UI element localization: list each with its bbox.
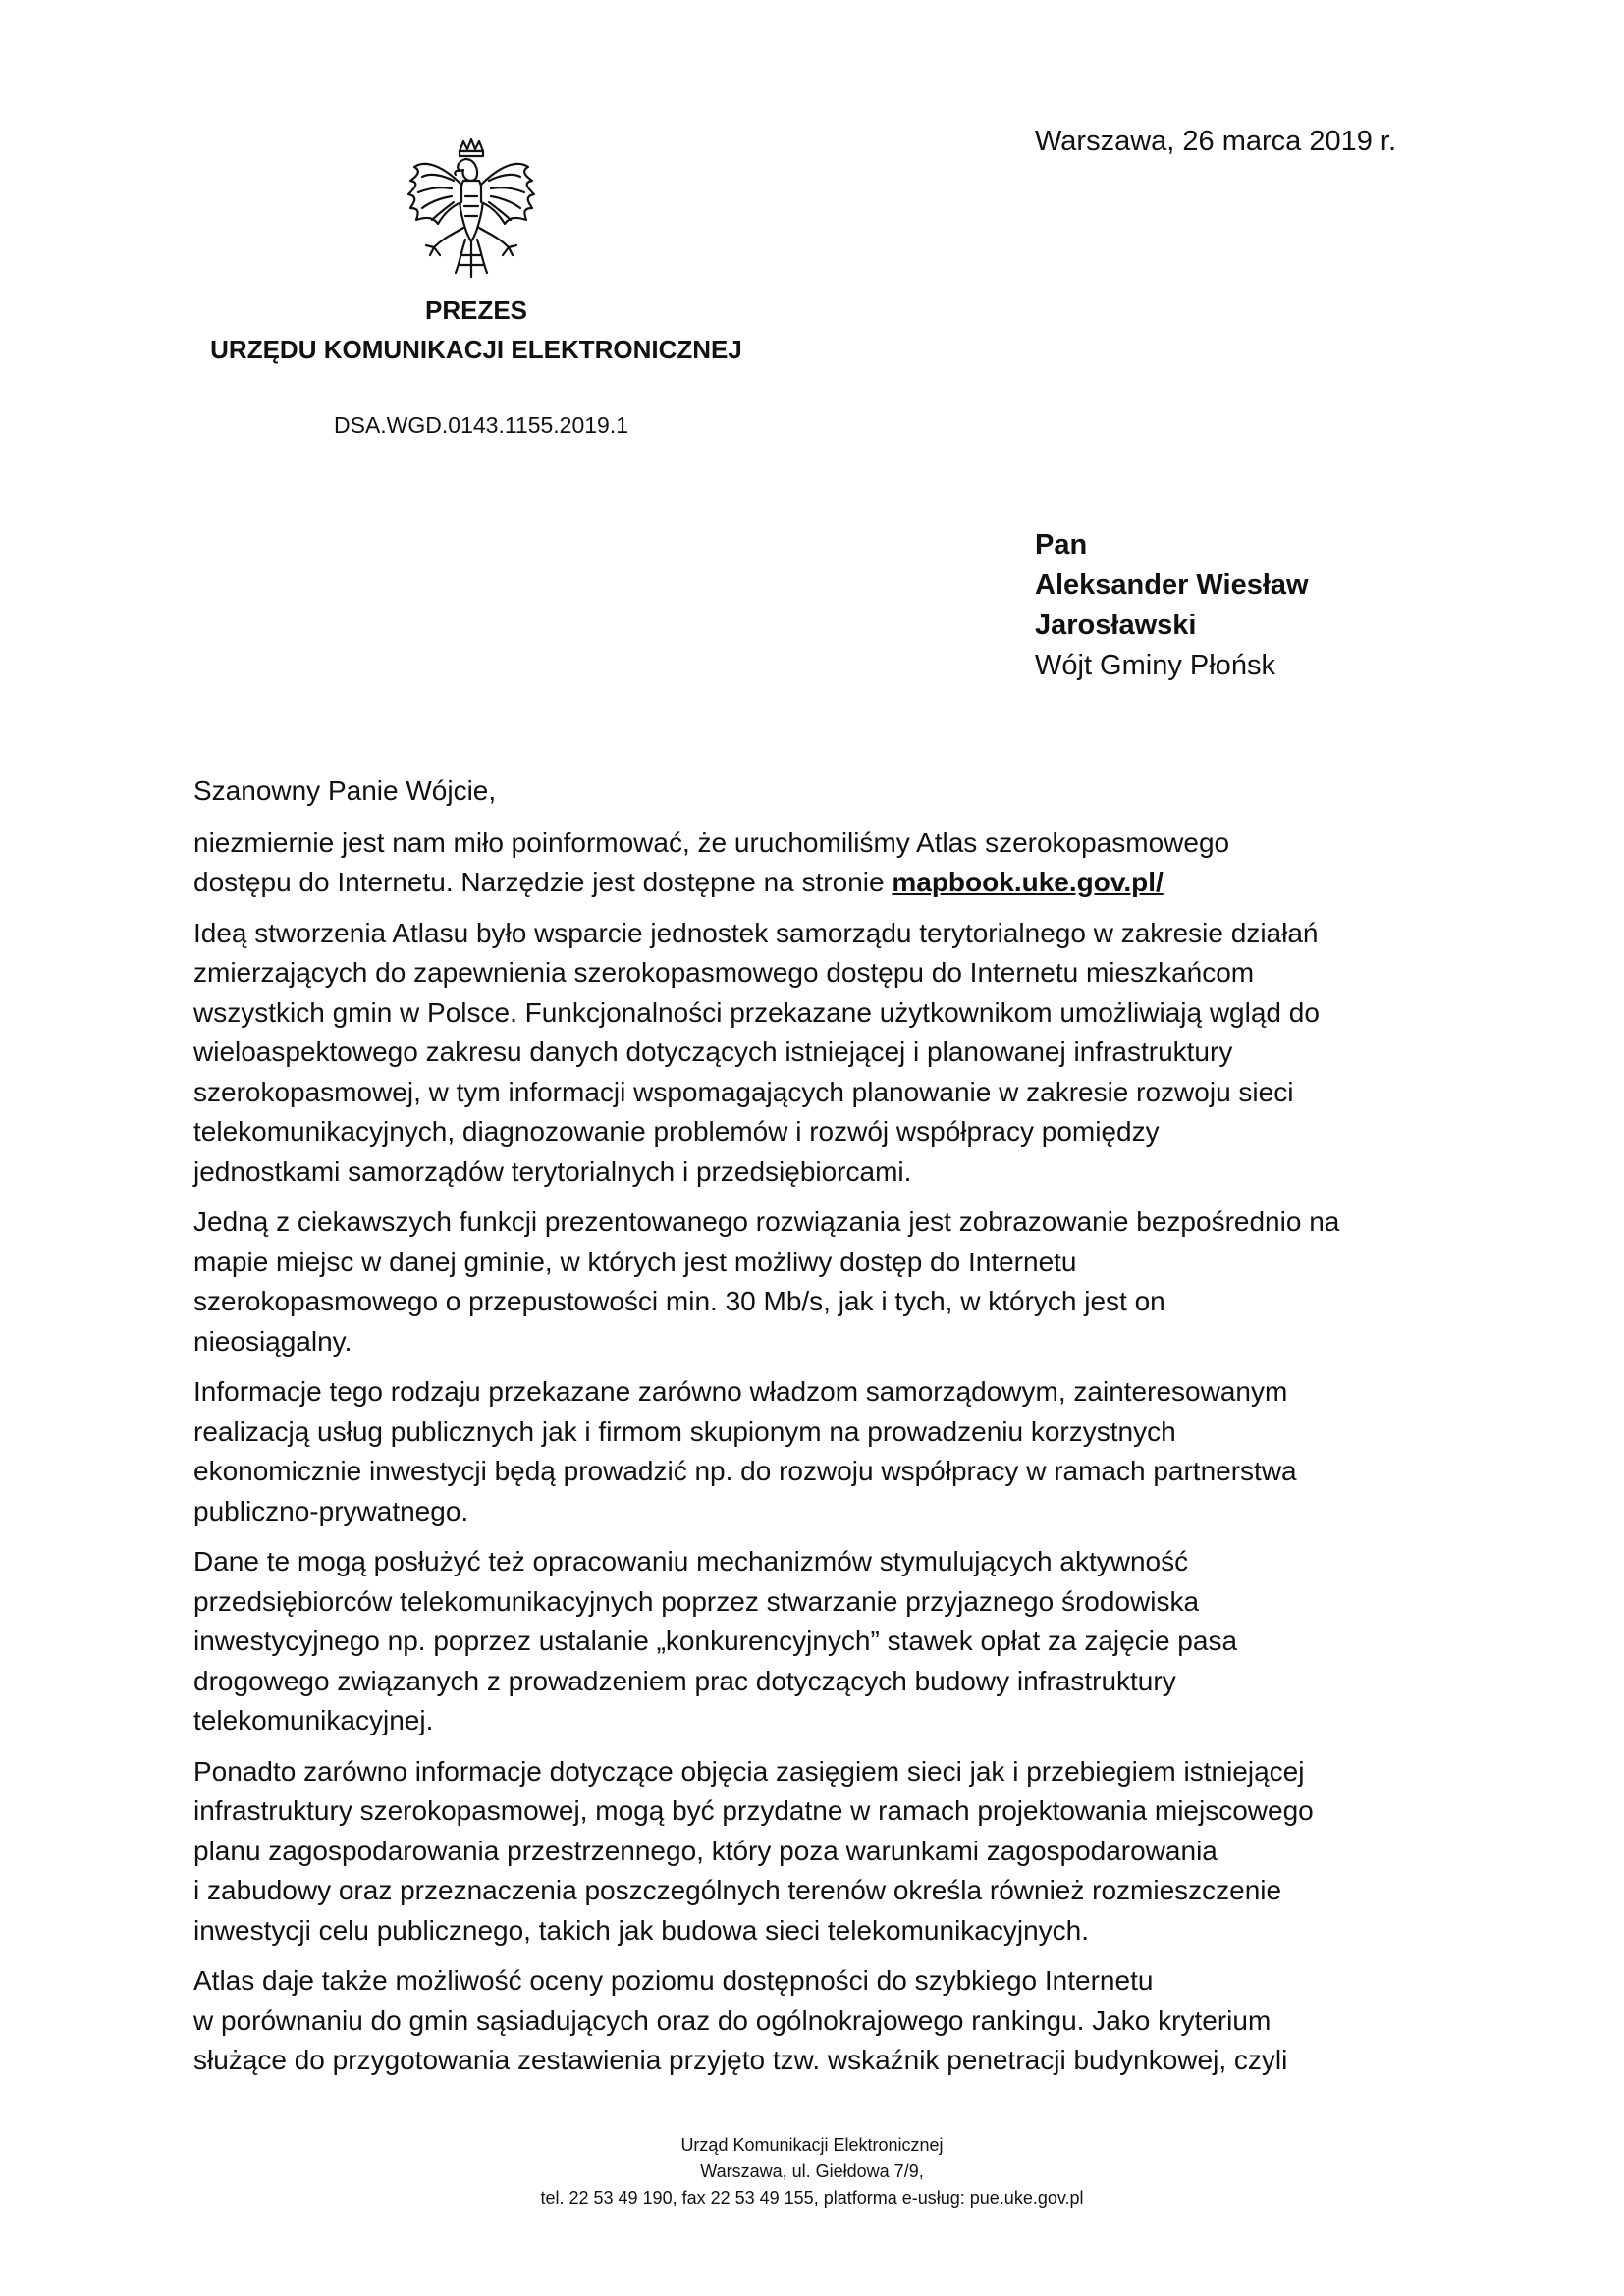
recipient-name-line1: Aleksander Wiesław [1035,569,1309,601]
authority-title: PREZES [424,295,528,325]
paragraph-line: planu zagospodarowania przestrzennego, który poza warunkami zagospodarowania [193,1835,1218,1866]
paragraph-line: przedsiębiorców telekomunikacyjnych poprzez stwarzanie przyjaznego środowiska [193,1585,1200,1617]
paragraph-line: publiczno-prywatnego. [193,1495,469,1526]
paragraph-line: Ideą stworzenia Atlasu było wsparcie jednostek samorządu terytorialnego w zakresie działań [193,917,1319,948]
body-paragraph [193,1542,1470,1741]
paragraph-line: telekomunikacyjnych, diagnozowanie problemów i rozwój współpracy pomiędzy [193,1116,1160,1147]
paragraph-line [193,863,1470,903]
paragraph-line: infrastruktury szerokopasmowej, mogą być przydatne w ramach projektowania miejscowego [193,1795,1314,1826]
recipient-name-line2: Jarosławski [1035,610,1197,641]
paragraph-line: Dane te mogą posłużyć też opracowaniu mechanizmów stymulujących aktywność [193,1546,1189,1576]
reference-number: DSA.WGD.0143.1155.2019.1 [334,412,629,438]
body-paragraph [193,1961,1470,2081]
paragraph-line: w porównaniu do gmin sąsiadujących oraz do ogólnokrajowego rankingu. Jako kryterium [193,2004,1272,2036]
footer-contact: tel. 22 53 49 190, fax 22 53 49 155, platforma e-usług: pue.uke.gov.pl [540,2188,1084,2208]
paragraph-line: Atlas daje także możliwość oceny poziomu dostępności do szybkiego Internetu [193,1965,1154,1996]
body-paragraph [193,1202,1470,1362]
paragraph-line: Informacje tego rodzaju przekazane zarówno władzom samorządowym, zainteresowanym [193,1376,1288,1407]
paragraph-line: mapie miejsc w danej gminie, w których jest możliwy dostęp do Internetu [193,1246,1077,1277]
paragraph-line: szerokopasmowego o przepustowości min. 30 Mb/s, jak i tych, w których jest on [193,1286,1165,1316]
paragraph-line: ekonomicznie inwestycji będą prowadzić np. do rozwoju współpracy w ramach partnerstwa [193,1456,1297,1486]
paragraph-line: drogowego związanych z prowadzeniem prac dotyczących budowy infrastruktury [193,1665,1176,1696]
paragraph-line: niezmiernie jest nam miło poinformować, że uruchomiliśmy Atlas szerokopasmowego [193,827,1230,858]
paragraph-line: inwestycji celu publicznego, takich jak budowa sieci telekomunikacyjnych. [193,1914,1090,1946]
sender-authority [157,291,795,369]
salutation: Szanowny Panie Wójcie, [193,775,497,806]
body-paragraph [193,1752,1470,1951]
body-paragraphs [193,914,1470,2081]
letter-body [193,772,1470,2092]
intro-paragraph [193,824,1470,903]
paragraph-line: Jedną z ciekawszych funkcji prezentowanego rozwiązania jest zobrazowanie bezpośrednio na [193,1206,1340,1237]
recipient-block [1035,525,1309,686]
paragraph-line: służące do przygotowania zestawienia przyjęto tzw. wskaźnik penetracji budynkowej, czyli [193,2045,1288,2075]
paragraph-line: nieosiągalny. [193,1325,352,1357]
body-paragraph [193,914,1470,1193]
paragraph-line: Ponadto zarówno informacje dotyczące objęcia zasięgiem sieci jak i przebiegiem istniejącej [193,1755,1305,1787]
paragraph-line: wszystkich gmin w Polsce. Funkcjonalności przekazane użytkownikom umożliwiają wgląd do [193,996,1320,1028]
footer-office-name: Urząd Komunikacji Elektronicznej [680,2135,944,2155]
recipient-title: Pan [1035,529,1088,561]
paragraph-line: inwestycyjnego np. poprzez ustalanie „konkurencyjnych” stawek opłat za zajęcie pasa [193,1626,1238,1656]
paragraph-line: wieloaspektowego zakresu danych dotyczących istniejącej i planowanej infrastruktury [193,1037,1233,1067]
mapbook-link[interactable]: mapbook.uke.gov.pl/ [892,867,1164,897]
paragraph-line: szerokopasmowej, w tym informacji wspomagających planowanie w zakresie rozwoju sieci [193,1076,1294,1107]
paragraph-line: telekomunikacyjnej. [193,1705,434,1735]
paragraph-line: zmierzających do zapewnienia szerokopasmowego dostępu do Internetu mieszkańcom [193,957,1255,988]
body-paragraph [193,1372,1470,1531]
footer-address: Warszawa, ul. Giełdowa 7/9, [700,2162,924,2181]
page-footer [0,2132,1624,2212]
eagle-emblem-icon [405,137,538,280]
intro-text: dostępu do Internetu. Narzędzie jest dostępne na stronie [193,867,893,897]
recipient-position: Wójt Gminy Płońsk [1035,650,1275,681]
authority-office: URZĘDU KOMUNIKACJI ELEKTRONICZNEJ [210,335,742,364]
paragraph-line: i zabudowy oraz przeznaczenia poszczególnych terenów określa również rozmieszczenie [193,1875,1282,1905]
letter-date: Warszawa, 26 marca 2019 r. [1035,126,1397,157]
paragraph-line: jednostkami samorządów terytorialnych i przedsiębiorcami. [193,1155,912,1187]
paragraph-line: realizacją usług publicznych jak i firmom skupionym na prowadzeniu korzystnych [193,1415,1176,1447]
